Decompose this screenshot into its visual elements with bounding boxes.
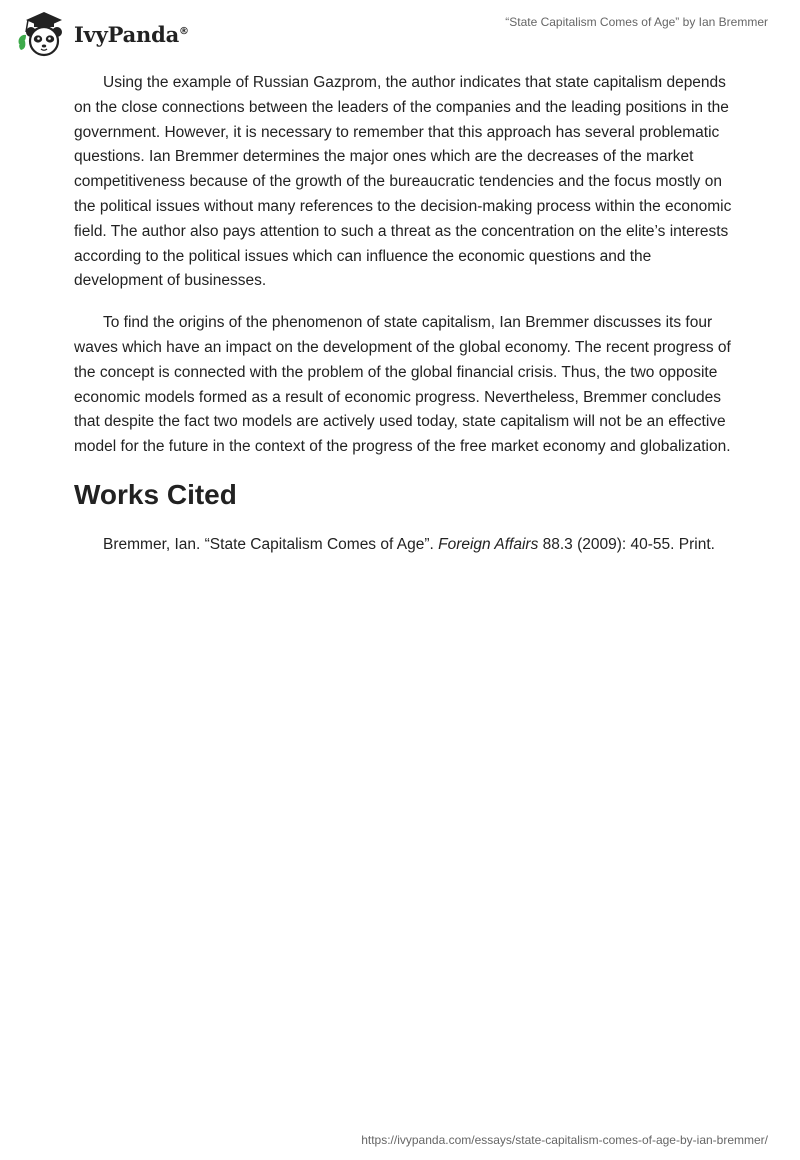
registered-mark: ® bbox=[179, 25, 189, 37]
document-title: “State Capitalism Comes of Age” by Ian Bremmer bbox=[505, 15, 768, 29]
page-header bbox=[0, 0, 800, 64]
works-cited-heading: Works Cited bbox=[74, 478, 237, 510]
citation-journal: Foreign Affairs bbox=[438, 535, 539, 553]
essay-body bbox=[74, 71, 734, 558]
logo-wordmark: IvyPanda® bbox=[74, 21, 189, 47]
citation-entry bbox=[74, 533, 734, 558]
citation-author-title: Bremmer, Ian. “State Capitalism Comes of Age”. bbox=[103, 535, 439, 553]
panda-graduation-cap-icon bbox=[14, 8, 72, 58]
citation-details: 88.3 (2009): 40-55. Print. bbox=[538, 535, 715, 553]
body-paragraph-2: To find the origins of the phenomenon of state capitalism, Ian Bremmer discusses its four waves which have an impact on the development of the global economy. The recent progress of the concept is connected with the problem of the global financial crisis. Thus, the two opposite economic models formed as a result of economic progress. Nevertheless, Bremmer concludes that despite the fact two models are actively used today, state capitalism will not be an effective model for the future in the context of the progress of the free market economy and globalization. bbox=[74, 314, 731, 456]
footer-source-url[interactable]: https://ivypanda.com/essays/state-capitalism-comes-of-age-by-ian-bremmer/ bbox=[361, 1133, 768, 1147]
body-paragraph-1: Using the example of Russian Gazprom, the author indicates that state capitalism depends on the close connections between the leaders of the companies and the leading positions in the government. However, it is necessary to remember that this approach has several problematic questions. Ian Bremmer determines the major ones which are the decreases of the market competitiveness because of the growth of the bureaucratic tendencies and the focus mostly on the political issues without many references to the decision-making process within the economic field. The author also pays attention to such a threat as the concentration on the elite’s interests according to the political issues which can influence the economic questions and the development of businesses. bbox=[74, 74, 732, 290]
ivypanda-logo[interactable] bbox=[14, 8, 189, 58]
